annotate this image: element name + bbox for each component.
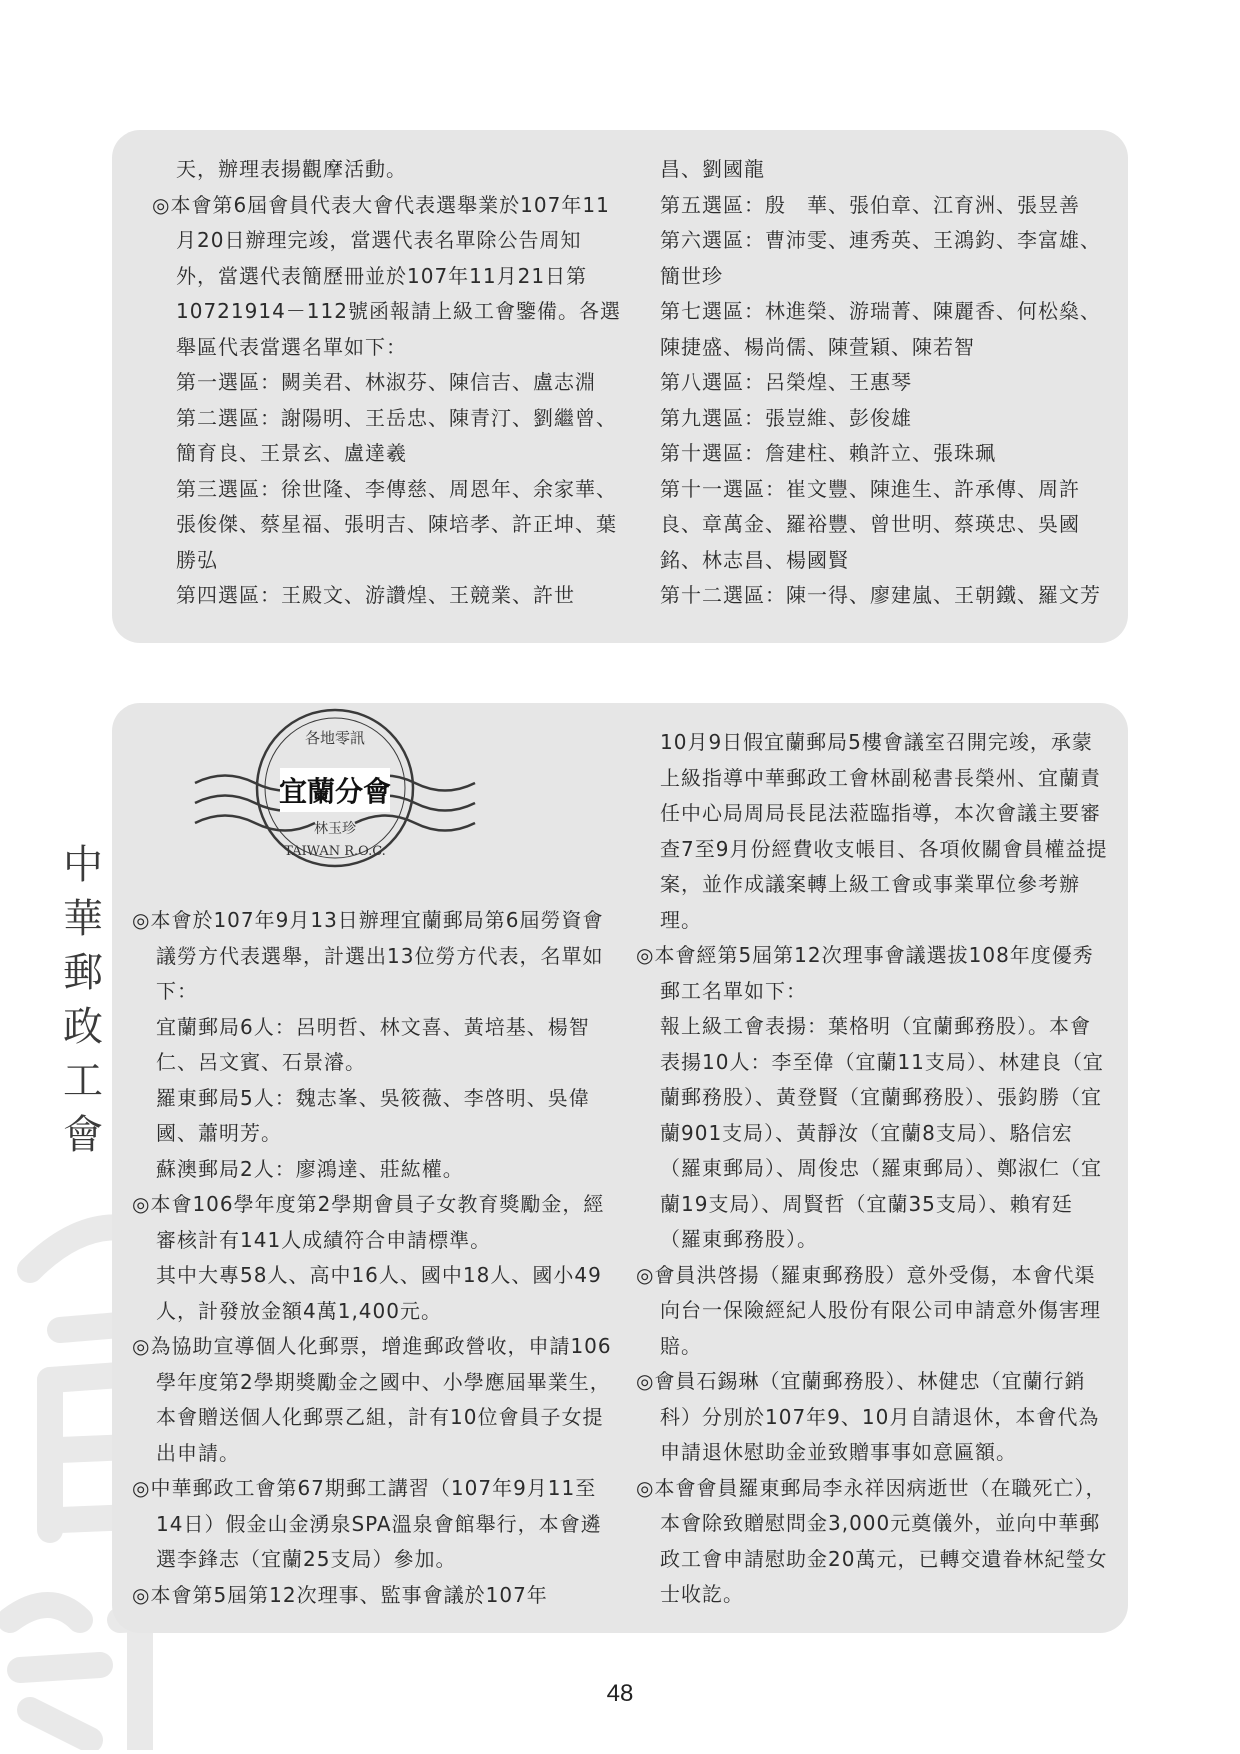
news-item: ◎本會經第5屆第12次理事會議選拔108年度優秀郵工名單如下： bbox=[636, 943, 1094, 1003]
news-item: ◎會員洪啓揚（羅東郵務股）意外受傷，本會代渠向台一保險經紀人股份有限公司申請意外傷害理賠。 bbox=[636, 1262, 1101, 1358]
postmark-stamp bbox=[185, 703, 485, 903]
district-line: 第八選區：呂榮煌、王惠琴 bbox=[660, 370, 912, 394]
district-line: 第十二選區：陳一得、廖建嵐、王朝鐵、羅文芳 bbox=[660, 583, 1101, 607]
list-line: 宜蘭郵局6人：呂明哲、林文喜、黃培基、楊智仁、呂文賓、石景濬。 bbox=[156, 1014, 590, 1074]
election-paragraph: ◎本會第6屆會員代表大會代表選舉業於107年11月20日辦理完竣，當選代表名單除公告周知外，當選代表簡歷冊並於107年11月21日第10721914－112號函報請上級工會鑒備。各選舉區代表當選名單如下： bbox=[152, 192, 621, 359]
list-line: 蘇澳郵局2人：廖鴻達、莊紘權。 bbox=[156, 1156, 464, 1181]
district-line: 第九選區：張豈維、彭俊雄 bbox=[660, 405, 912, 430]
news-item: ◎為協助宣導個人化郵票，增進郵政營收，申請106學年度第2學期獎勵金之國中、小學應屆畢業生，本會贈送個人化郵票乙組，計有10位會員子女提出申請。 bbox=[132, 1334, 612, 1465]
bottom-left-column bbox=[132, 903, 622, 1613]
news-item-continued: 其中大專58人、高中16人、國中18人、國小49人，計發放金額4萬1,400元。 bbox=[156, 1263, 602, 1323]
district-line: 第十一選區：崔文豐、陳進生、許承傳、周許良、章萬金、羅裕豐、曾世明、蔡瑛忠、吳國銘、林志昌、楊國賢 bbox=[660, 476, 1080, 572]
side-vertical-title bbox=[58, 838, 108, 1162]
stamp-top-text: 各地零訊 bbox=[304, 729, 366, 747]
district-line: 第二選區：謝陽明、王岳忠、陳青汀、劉繼曾、簡育良、王景玄、盧達羲 bbox=[176, 405, 617, 465]
stamp-bottom-text: TAIWAN R.O.C. bbox=[284, 844, 386, 859]
district-line: 第四選區：王殿文、游讚煌、王競業、許世 bbox=[176, 583, 575, 607]
district-line: 第一選區：闕美君、林淑芬、陳信吉、盧志淵 bbox=[176, 370, 596, 394]
news-item-continued: 10月9日假宜蘭郵局5樓會議室召開完竣，承蒙上級指導中華郵政工會林副秘書長榮州、宜蘭責任中心局周局長昆法蒞臨指導，本次會議主要審查7至9月份經費收支帳目、各項攸關會員權益提案，並作成議案轉上級工會或事業單位參考辦理。 bbox=[660, 730, 1108, 932]
news-item: ◎本會106學年度第2學期會員子女教育獎勵金，經審核計有141人成績符合申請標準。 bbox=[132, 1192, 605, 1252]
top-text-panel bbox=[112, 130, 1128, 643]
top-left-column bbox=[152, 152, 622, 614]
top-right-column bbox=[660, 152, 1110, 614]
side-title-char: 華 bbox=[63, 896, 103, 942]
news-item: ◎本會會員羅東郵局李永祥因病逝世（在職死亡），本會除致贈慰問金3,000元奠儀外，並向中華郵政工會申請慰助金20萬元，已轉交遺眷林紀瑩女士收訖。 bbox=[636, 1475, 1108, 1606]
side-title-char: 會 bbox=[63, 1112, 103, 1158]
district-line: 第六選區：曹沛雯、連秀英、王鴻鈞、李富雄、簡世珍 bbox=[660, 228, 1101, 288]
news-item-continued: 報上級工會表揚：葉格明（宜蘭郵務股）。本會表揚10人：李至偉（宜蘭11支局）、林建良（宜蘭郵務股）、黃登賢（宜蘭郵務股）、張鈞勝（宜蘭901支局）、黃靜汝（宜蘭8支局）、駱信宏（羅東郵局）、周俊忠（羅東郵局）、鄭淑仁（宜蘭19支局）、周賢哲（宜蘭35支局）、賴宥廷（羅東郵務股）。 bbox=[660, 1014, 1104, 1251]
side-title-char: 中 bbox=[63, 842, 103, 888]
list-line: 羅東郵局5人：魏志峯、吳筱薇、李啓明、吳偉國、蕭明芳。 bbox=[156, 1085, 590, 1145]
district-line: 第三選區：徐世隆、李傳慈、周恩年、余家華、張俊傑、蔡星福、張明吉、陳培孝、許正坤、葉勝弘 bbox=[176, 476, 617, 572]
stamp-title: 宜蘭分會 bbox=[278, 775, 392, 808]
district-line: 第五選區：殷 華、張伯章、江育洲、張昱善 bbox=[660, 192, 1080, 217]
side-title-char: 郵 bbox=[63, 950, 103, 996]
district-line: 第七選區：林進榮、游瑞菁、陳麗香、何松燊、陳捷盛、楊尚儒、陳萱穎、陳若智 bbox=[660, 299, 1101, 359]
news-item: ◎中華郵政工會第67期郵工講習（107年9月11至14日）假金山金湧泉SPA溫泉會館舉行，本會遴選李鋒志（宜蘭25支局）參加。 bbox=[132, 1476, 602, 1571]
side-title-char: 政 bbox=[63, 1004, 103, 1050]
district-line: 第十選區：詹建柱、賴許立、張珠珮 bbox=[660, 441, 996, 465]
lead-text: 天，辦理表揚觀摩活動。 bbox=[176, 157, 407, 181]
news-item: ◎會員石錫琳（宜蘭郵務股）、林健忠（宜蘭行銷科）分別於107年9、10月自請退休，本會代為申請退休慰助金並致贈事事如意匾額。 bbox=[636, 1369, 1100, 1464]
news-item: ◎本會於107年9月13日辦理宜蘭郵局第6屆勞資會議勞方代表選舉，計選出13位勞方代表，名單如下： bbox=[132, 908, 604, 1003]
side-title-char: 工 bbox=[63, 1058, 103, 1104]
stamp-author: 林玉珍 bbox=[314, 821, 356, 837]
bottom-right-column bbox=[636, 725, 1110, 1613]
district-line: 昌、劉國龍 bbox=[660, 157, 765, 181]
page-number: 48 bbox=[606, 1680, 634, 1707]
news-item: ◎本會第5屆第12次理事、監事會議於107年 bbox=[132, 1582, 548, 1607]
